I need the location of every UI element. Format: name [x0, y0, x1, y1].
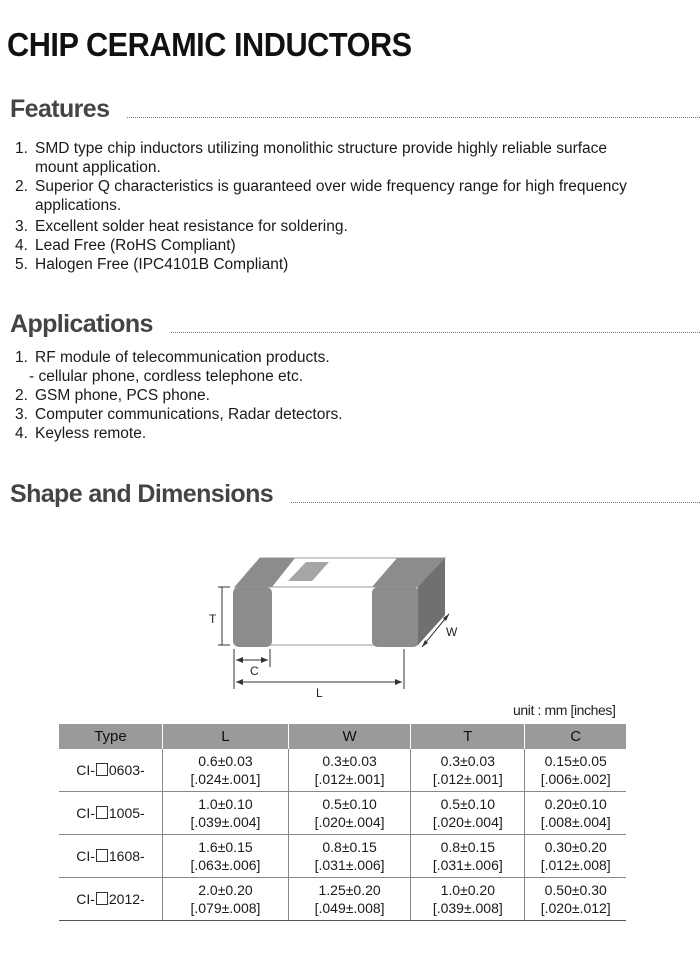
mm-value: 0.3±0.03 [322, 753, 377, 769]
checkbox-placeholder-icon [96, 849, 108, 862]
checkbox-placeholder-icon [96, 892, 108, 905]
inch-value: [.006±.002] [540, 771, 611, 787]
item-number: 4. [15, 425, 28, 442]
type-code: 2012- [108, 891, 145, 907]
mm-value: 1.6±0.15 [198, 839, 253, 855]
table-header-row [59, 724, 626, 749]
inch-value: [.049±.008] [314, 900, 385, 916]
inch-value: [.012±.008] [540, 857, 611, 873]
type-prefix: CI- [76, 891, 95, 907]
item-number: 2. [15, 178, 28, 195]
item-text: Superior Q characteristics is guaranteed over wide frequency range for high frequency [35, 178, 627, 195]
page-title: CHIP CERAMIC INDUCTORS [7, 26, 412, 63]
inch-value: [.031±.006] [432, 857, 503, 873]
left-electrode-front [233, 587, 272, 647]
list-item [15, 139, 694, 177]
type-code: 1005- [108, 805, 145, 821]
type-cell [59, 835, 162, 878]
inch-value: [.012±.001] [314, 771, 385, 787]
t-cell [411, 878, 525, 921]
c-label: C [250, 664, 259, 678]
list-subitem [15, 367, 694, 386]
list-item [15, 177, 694, 215]
type-prefix: CI- [76, 762, 95, 778]
l-label: L [316, 686, 323, 700]
type-cell [59, 749, 162, 792]
l-arrow-start [236, 679, 243, 685]
item-number: 1. [15, 349, 28, 366]
features-list [15, 139, 694, 274]
list-item [15, 255, 694, 274]
l-arrow-end [395, 679, 402, 685]
table-row [59, 835, 626, 878]
item-text: Halogen Free (IPC4101B Compliant) [35, 256, 289, 273]
inch-value: [.012±.001] [432, 771, 503, 787]
item-text: Excellent solder heat resistance for soldering. [35, 218, 348, 235]
right-electrode-front [372, 587, 419, 647]
item-text: Keyless remote. [35, 425, 147, 442]
col-header-type: Type [59, 724, 162, 749]
mm-value: 0.5±0.10 [322, 796, 377, 812]
table-row [59, 878, 626, 921]
type-prefix: CI- [76, 805, 95, 821]
list-item [15, 405, 694, 424]
inch-value: [.039±.004] [190, 814, 261, 830]
inch-value: [.039±.008] [432, 900, 503, 916]
item-number: 3. [15, 406, 28, 423]
w-label: W [446, 625, 458, 639]
shape-heading: Shape and Dimensions [10, 480, 274, 508]
type-code: 0603- [108, 762, 145, 778]
c-arrow-start [236, 657, 243, 663]
features-heading: Features [10, 95, 110, 123]
mm-value: 2.0±0.20 [198, 882, 253, 898]
applications-heading: Applications [10, 310, 153, 338]
item-number: 4. [15, 237, 28, 254]
mm-value: 1.25±0.20 [318, 882, 381, 898]
t-cell [411, 749, 525, 792]
w-cell [289, 792, 411, 835]
item-text-continued: mount application. [35, 159, 161, 176]
col-header-w: W [289, 724, 411, 749]
unit-note: unit : mm [inches] [513, 702, 616, 718]
type-code: 1608- [108, 848, 145, 864]
t-cell [411, 792, 525, 835]
l-cell [162, 878, 288, 921]
list-item [15, 424, 694, 443]
inch-value: [.024±.001] [190, 771, 261, 787]
item-text-continued: applications. [35, 197, 122, 214]
list-item [15, 236, 694, 255]
type-cell [59, 792, 162, 835]
l-cell [162, 835, 288, 878]
mm-value: 0.15±0.05 [544, 753, 607, 769]
inch-value: [.020±.004] [432, 814, 503, 830]
dotted-rule [291, 502, 700, 503]
table-row [59, 749, 626, 792]
applications-list [15, 348, 694, 443]
shape-section-header [10, 479, 700, 509]
l-cell [162, 749, 288, 792]
c-cell [525, 878, 626, 921]
item-number: 3. [15, 218, 28, 235]
inch-value: [.020±.004] [314, 814, 385, 830]
item-text: - cellular phone, cordless telephone etc. [29, 368, 303, 385]
item-number: 5. [15, 256, 28, 273]
mm-value: 0.8±0.15 [322, 839, 377, 855]
mm-value: 0.3±0.03 [440, 753, 495, 769]
dotted-rule [171, 332, 700, 333]
item-text: SMD type chip inductors utilizing monolithic structure provide highly reliable surface [35, 140, 608, 157]
dotted-rule [127, 117, 700, 118]
c-cell [525, 835, 626, 878]
inch-value: [.031±.006] [314, 857, 385, 873]
w-cell [289, 878, 411, 921]
applications-section-header [10, 309, 700, 339]
checkbox-placeholder-icon [96, 763, 108, 776]
item-text: RF module of telecommunication products. [35, 349, 330, 366]
mm-value: 1.0±0.20 [440, 882, 495, 898]
mm-value: 1.0±0.10 [198, 796, 253, 812]
l-cell [162, 792, 288, 835]
c-arrow-end [261, 657, 268, 663]
mm-value: 0.30±0.20 [544, 839, 607, 855]
inch-value: [.079±.008] [190, 900, 261, 916]
t-label: T [209, 612, 217, 626]
c-cell [525, 792, 626, 835]
mm-value: 0.5±0.10 [440, 796, 495, 812]
col-header-c: C [525, 724, 626, 749]
col-header-l: L [162, 724, 288, 749]
type-prefix: CI- [76, 848, 95, 864]
checkbox-placeholder-icon [96, 806, 108, 819]
inch-value: [.063±.006] [190, 857, 261, 873]
list-item [15, 217, 694, 236]
inch-value: [.008±.004] [540, 814, 611, 830]
mm-value: 0.50±0.30 [544, 882, 607, 898]
list-item [15, 386, 694, 405]
mm-value: 0.6±0.03 [198, 753, 253, 769]
table-row [59, 792, 626, 835]
features-section-header [10, 94, 700, 124]
w-cell [289, 749, 411, 792]
mm-value: 0.8±0.15 [440, 839, 495, 855]
list-item [15, 348, 694, 367]
chip-inductor-diagram [200, 545, 480, 700]
type-cell [59, 878, 162, 921]
item-number: 2. [15, 387, 28, 404]
item-text: Lead Free (RoHS Compliant) [35, 237, 236, 254]
col-header-t: T [411, 724, 525, 749]
c-cell [525, 749, 626, 792]
mm-value: 0.20±0.10 [544, 796, 607, 812]
item-text: Computer communications, Radar detectors. [35, 406, 343, 423]
w-cell [289, 835, 411, 878]
inch-value: [.020±.012] [540, 900, 611, 916]
item-number: 1. [15, 140, 28, 157]
item-text: GSM phone, PCS phone. [35, 387, 210, 404]
t-cell [411, 835, 525, 878]
dimensions-table [59, 724, 626, 921]
